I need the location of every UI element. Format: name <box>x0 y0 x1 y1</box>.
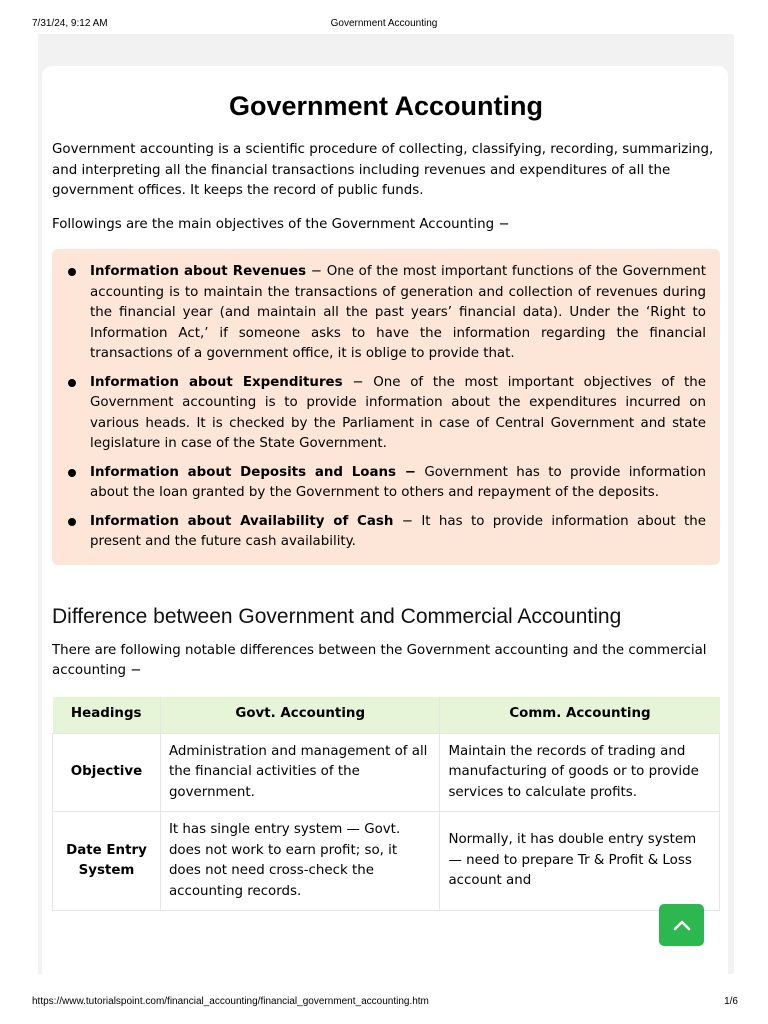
govt-cell: It has single entry system — Govt. does not work to earn profit; so, it does not need cross-check the accounting records. <box>160 812 440 911</box>
row-heading: Date Entry System <box>53 812 161 911</box>
objective-title: Information about Deposits and Loans − <box>90 464 416 480</box>
objective-text: − One of the most important functions of the Government accounting is to maintain the transactions of generation and collection of revenues during the financial year (and maintain all the past years’ financial data). Under the ‘Right to Information Act,’ if someone asks to have the information regarding the financial transactions of a government office, it is oblige to provide that. <box>90 264 706 361</box>
objective-text: − One of the most important objectives of the Government accounting is to provide information about the expenditures incurred on various heads. It is checked by the Parliament in case of Central Government and state legislature in case of the State Government. <box>90 374 707 451</box>
print-header-title: Government Accounting <box>330 18 438 29</box>
table-row <box>53 812 720 911</box>
print-header-datetime: 7/31/24, 9:12 AM <box>32 18 108 29</box>
list-item <box>66 463 706 504</box>
objective-title: Information about Expenditures <box>90 374 343 390</box>
govt-cell: Administration and management of all the financial activities of the government. <box>160 733 440 812</box>
objectives-lead: Followings are the main objectives of the Government Accounting − <box>52 216 510 232</box>
bullet-icon <box>68 268 76 276</box>
comm-cell: Normally, it has double entry system — need to prepare Tr & Profit & Loss account and <box>440 812 720 911</box>
objectives-list <box>52 249 720 565</box>
row-heading: Objective <box>53 733 161 812</box>
bullet-icon <box>68 469 76 477</box>
table-row <box>53 733 720 812</box>
intro-paragraph: Government accounting is a scientific procedure of collecting, classifying, recording, summarizing, and interpreting all the financial transactions including revenues and expenditures of all the government offices. It keeps the record of public funds. <box>52 142 714 198</box>
comm-cell: Maintain the records of trading and manufacturing of goods or to provide services to calculate profits. <box>440 733 720 812</box>
objective-title: Information about Availability of Cash <box>90 513 394 529</box>
bullet-icon <box>68 518 76 526</box>
page-url: https://www.tutorialspoint.com/financial_accounting/financial_government_accounting.htm <box>32 996 429 1007</box>
column-header: Govt. Accounting <box>160 697 440 734</box>
list-item <box>66 373 706 455</box>
list-item <box>66 262 706 365</box>
comparison-table <box>52 697 720 912</box>
list-item <box>66 512 706 553</box>
article-content <box>52 84 720 911</box>
section-intro: There are following notable differences between the Government accounting and the commercial accounting − <box>52 642 707 678</box>
chevron-up-icon <box>673 919 691 931</box>
page-number: 1/6 <box>724 996 738 1007</box>
objective-title: Information about Revenues <box>90 264 307 279</box>
bullet-icon <box>68 379 76 387</box>
section-heading: Difference between Government and Commercial Accounting <box>52 604 622 628</box>
print-footer <box>0 996 768 1012</box>
print-header <box>0 18 768 34</box>
column-header: Comm. Accounting <box>440 697 720 734</box>
objective-text: Government has to provide information about the loan granted by the Government to others and repayment of the deposits. <box>90 464 706 500</box>
objective-text: − It has to provide information about the present and the future cash availability. <box>90 513 706 549</box>
scroll-to-top-button[interactable] <box>659 904 704 946</box>
page-title: Government Accounting <box>228 91 544 121</box>
table-header-row <box>53 697 720 734</box>
column-header: Headings <box>53 697 161 734</box>
